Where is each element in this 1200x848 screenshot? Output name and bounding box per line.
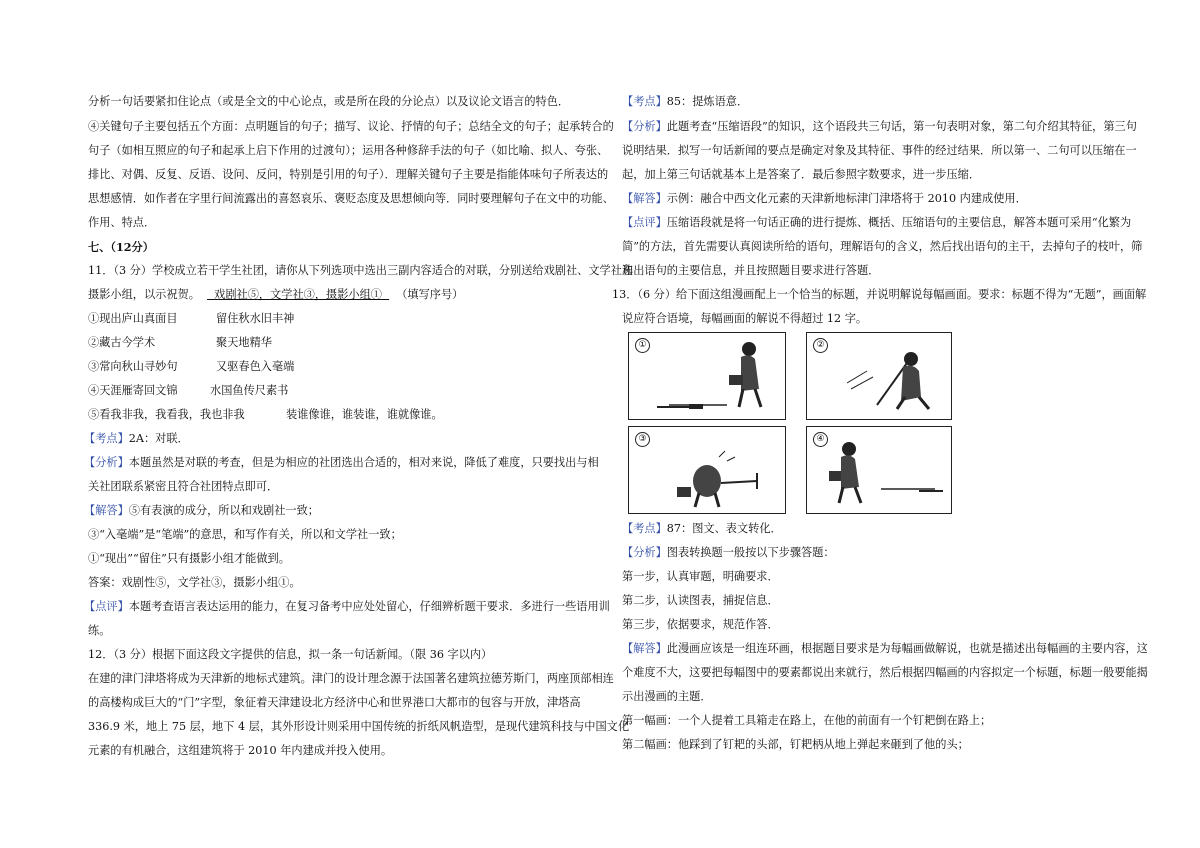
q11-prefix: 摄影小组，以示祝贺。 bbox=[88, 288, 200, 301]
comic-panel-4 bbox=[806, 426, 952, 514]
kaodian-row bbox=[622, 522, 782, 536]
dianping-text: 本题考查语言表达运用的能力，在复习备考中应处处留心，仔细辨析题干要求．多进行一些语用训 bbox=[128, 600, 610, 613]
comic-figure-hit bbox=[807, 333, 950, 418]
fenxi-tag: 【分析】 bbox=[622, 120, 667, 133]
text-line: 简”的方法，首先需要认真阅读所给的语句，理解语句的含义，然后找出语句的主干，去掉句子的枝叶，筛 bbox=[622, 240, 1143, 253]
text-line: 第三步，依据要求，规范作答． bbox=[622, 618, 779, 631]
text-line: 起，加上第三句话就基本上是答案了．最后参照字数要求，进一步压缩． bbox=[622, 168, 981, 181]
option-b: 装谁像谁，谁装谁，谁就像谁。 bbox=[286, 408, 443, 421]
text-line: 作用、特点． bbox=[88, 216, 156, 229]
kaodian-text: 85：提炼语意． bbox=[666, 95, 749, 108]
kaodian-row bbox=[84, 432, 189, 446]
text-line: 个难度不大，这要把每幅图中的要素都说出来就行，然后根据四幅画的内容拟定一个标题，标题一般要能揭 bbox=[622, 666, 1148, 679]
comic-panel-2 bbox=[806, 332, 952, 420]
fenxi-row bbox=[84, 456, 599, 470]
text-line: 答案：戏剧性⑤，文学社③，摄影小组①。 bbox=[88, 576, 301, 589]
option-a: ③常向秋山寻妙句 bbox=[88, 360, 178, 373]
fenxi-tag: 【分析】 bbox=[622, 546, 667, 559]
option-a: ⑤看我非我，我看我，我也非我 bbox=[88, 408, 245, 421]
text-line: 排比、对偶、反复、反语、设问、反问，特别是引用的句子）．理解关键句子主要是指能体味句子所表达的 bbox=[88, 168, 609, 181]
text-line: 第二步，认读图表，捕捉信息． bbox=[622, 594, 779, 607]
comic-panel-1 bbox=[628, 332, 786, 420]
option-b: 水国鱼传尺素书 bbox=[210, 384, 289, 397]
dianping-row bbox=[84, 600, 610, 614]
jieda-text: ⑤有表演的成分，所以和戏剧社一致； bbox=[128, 504, 319, 517]
text-line: 关社团联系紧密且符合社团特点即可． bbox=[88, 480, 279, 493]
fenxi-tag: 【分析】 bbox=[84, 456, 129, 469]
fenxi-text: 本题虽然是对联的考查，但是为相应的社团选出合适的，相对来说，降低了难度，只要找出与相 bbox=[128, 456, 599, 469]
kaodian-row bbox=[622, 95, 748, 109]
kaodian-tag: 【考点】 bbox=[622, 95, 667, 108]
q13-stem: 13．（6 分）给下面这组漫画配上一个恰当的标题，并说明解说每幅画面。要求：标题不得为“无题”，画面解 bbox=[612, 288, 1147, 301]
q11-answer: 戏剧社⑤，文学社③，摄影小组① bbox=[214, 288, 382, 301]
text-line: 第一步，认真审题，明确要求． bbox=[622, 570, 779, 583]
jieda-text: 此漫画应该是一组连环画，根据题目要求是为每幅画做解说，也就是描述出每幅画的主要内容，这 bbox=[666, 642, 1148, 655]
text-line: 分析一句话要紧扣住论点（或是全文的中心论点，或是所在段的分论点）以及议论文语言的特色． bbox=[88, 95, 570, 108]
option-b: 聚天地精华 bbox=[216, 336, 272, 349]
q12-text: 元素的有机融合，这组建筑将于 2010 年内建成并投入使用。 bbox=[88, 744, 393, 757]
text-line: ①“现出”“留住”只有摄影小组才能做到。 bbox=[88, 552, 290, 565]
q12-text: 336.9 米，地上 75 层，地下 4 层，其外形设计则采用中国传统的折纸风帆造型，是现代建筑科技与中国文化 bbox=[88, 720, 630, 733]
kaodian-tag: 【考点】 bbox=[622, 522, 667, 535]
jieda-row bbox=[622, 642, 1148, 656]
option-b: 又驱春色入毫端 bbox=[216, 360, 295, 373]
text-line: 思想感情．如作者在字里行间流露出的喜怒哀乐、褒贬态度及思想倾向等．同时要理解句子在文中的功能、 bbox=[88, 192, 614, 205]
fenxi-text: 此题考查“压缩语段”的知识，这个语段共三句话，第一句表明对象，第二句介绍其特征，第三句 bbox=[666, 120, 1137, 133]
text-line: 说应符合语境，每幅画面的解说不得超过 12 字。 bbox=[622, 312, 868, 325]
comic-panel-3 bbox=[628, 426, 786, 514]
comic-figure-again bbox=[807, 427, 950, 512]
q11-stem: 11．（3 分）学校成立若干学生社团，请你从下列选项中选出三副内容适合的对联，分别送给戏剧社、文学社和 bbox=[88, 264, 634, 277]
fenxi-row bbox=[622, 120, 1137, 134]
dianping-tag: 【点评】 bbox=[622, 216, 667, 229]
text-line: 说明结果．拟写一句话新闻的要点是确定对象及其特征、事件的经过结果．所以第一、二句可以压缩在一 bbox=[622, 144, 1137, 157]
fenxi-text: 图表转换题一般按以下步骤答题： bbox=[666, 546, 835, 559]
kaodian-tag: 【考点】 bbox=[84, 432, 129, 445]
section-heading: 七、（12分） bbox=[88, 240, 154, 254]
option-a: ②藏古今学术 bbox=[88, 336, 156, 349]
dianping-tag: 【点评】 bbox=[84, 600, 129, 613]
q11-stem-line2 bbox=[88, 288, 463, 302]
panel-number: ① bbox=[635, 338, 650, 353]
text-line: 第二幅画：他踩到了钉耙的头部，钉耙柄从地上弹起来砸到了他的头； bbox=[622, 738, 969, 751]
kaodian-text: 2A：对联． bbox=[128, 432, 189, 445]
kaodian-text: 87：图文、表文转化． bbox=[666, 522, 782, 535]
text-line: 练。 bbox=[88, 624, 111, 637]
panel-number: ② bbox=[813, 338, 828, 353]
option-a: ①现出庐山真面目 bbox=[88, 312, 178, 325]
fenxi-row bbox=[622, 546, 835, 560]
panel-number: ④ bbox=[813, 432, 828, 447]
panel-number: ③ bbox=[635, 432, 650, 447]
jieda-text: 示例：融合中西文化元素的天津新地标津门津塔将于 2010 内建成使用． bbox=[666, 192, 1027, 205]
option-b: 留住秋水旧丰神 bbox=[216, 312, 295, 325]
jieda-tag: 【解答】 bbox=[622, 642, 667, 655]
jieda-row bbox=[84, 504, 319, 518]
text-line: 选出语句的主要信息，并且按照题目要求进行答题． bbox=[622, 264, 880, 277]
dianping-row bbox=[622, 216, 1131, 230]
dianping-text: 压缩语段就是将一句话正确的进行提炼、概括、压缩语句的主要信息，解答本题可采用“化繁为 bbox=[666, 216, 1132, 229]
q12-text: 在建的津门津塔将成为天津新的地标式建筑。津门的设计理念源于法国著名建筑拉德芳斯门，两座顶部相连 bbox=[88, 672, 614, 685]
text-line: 句子（如相互照应的句子和起承上启下作用的过渡句）；运用各种修辞手法的句子（如比喻、拟人、夸张、 bbox=[88, 144, 609, 157]
comic-figure-walking bbox=[629, 333, 784, 418]
q12-text: 的高楼构成巨大的“门”字型，象征着天津建设北方经济中心和世界港口大都市的包容与开放，津塔高 bbox=[88, 696, 581, 709]
comic-figure-fallen bbox=[629, 427, 784, 512]
jieda-tag: 【解答】 bbox=[84, 504, 129, 517]
q12-stem: 12．（3 分）根据下面这段文字提供的信息，拟一条一句话新闻。（限 36 字以内） bbox=[88, 648, 493, 661]
jieda-row bbox=[622, 192, 1027, 206]
text-line: ④关键句子主要包括五个方面：点明题旨的句子；描写、议论、抒情的句子；总结全文的句子；起承转合的 bbox=[88, 120, 614, 133]
option-a: ④天涯雁寄回文锦 bbox=[88, 384, 178, 397]
jieda-tag: 【解答】 bbox=[622, 192, 667, 205]
text-line: ③“入毫端”是“笔端”的意思，和写作有关，所以和文学社一致； bbox=[88, 528, 402, 541]
text-line: 示出漫画的主题． bbox=[622, 690, 712, 703]
text-line: 第一幅画：一个人提着工具箱走在路上，在他的前面有一个钉耙倒在路上； bbox=[622, 714, 992, 727]
q11-suffix: （填写序号） bbox=[396, 288, 464, 301]
